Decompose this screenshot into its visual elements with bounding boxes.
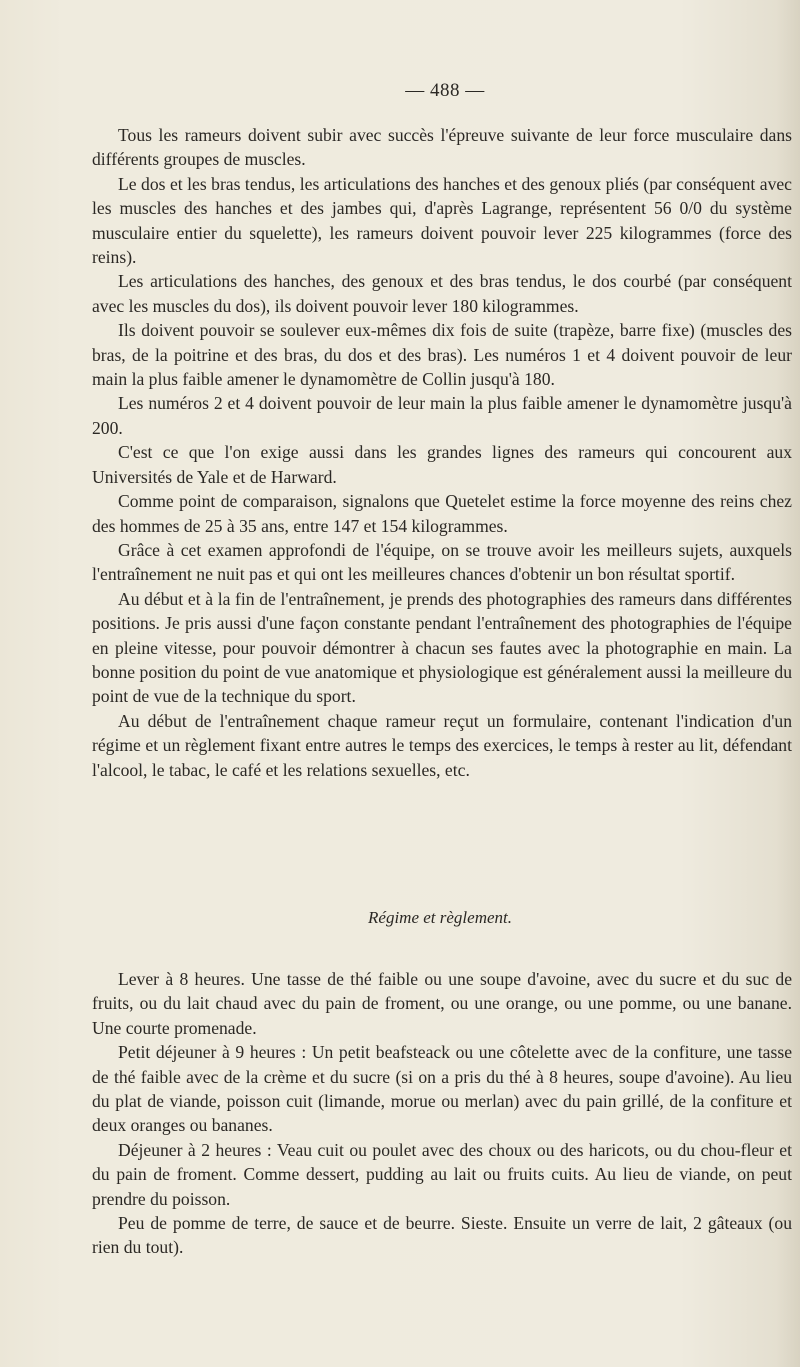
paragraph: Le dos et les bras tendus, les articulations des hanches et des genoux pliés (par conséquent avec les muscles des hanches et des jambes qui, d'après Lagrange, représentent 56 0/0 du système musculaire entier du squelette), les rameurs doivent pouvoir lever 225 kilogrammes (force des reins). [92, 173, 792, 268]
page-number: — 488 — [405, 80, 485, 101]
paragraph: Lever à 8 heures. Une tasse de thé faible ou une soupe d'avoine, avec du sucre et du suc de fruits, ou du lait chaud avec du pain de froment, ou une orange, ou une pomme, ou une banane. Une courte promenade. [92, 969, 792, 1038]
paragraph: Peu de pomme de terre, de sauce et de beurre. Sieste. Ensuite un verre de lait, 2 gâteaux (ou rien du tout). [92, 1213, 792, 1258]
paragraph: Déjeuner à 2 heures : Veau cuit ou poulet avec des choux ou des haricots, ou du chou-fleur et du pain de froment. Comme dessert, pudding au lait ou fruits cuits. Au lieu de viande, on peut prendre du poisson. [92, 1139, 792, 1209]
paragraph: Au début de l'entraînement chaque rameur reçut un formulaire, contenant l'indication d'un régime et un règlement fixant entre autres le temps des exercices, le temps à rester au lit, défendant l'alcool, le tabac, le café et les relations sexuelles, etc. [92, 710, 792, 780]
paragraph: Tous les rameurs doivent subir avec succès l'épreuve suivante de leur force musculaire dans différents groupes de muscles. [92, 125, 792, 170]
paragraph: Les numéros 2 et 4 doivent pouvoir de leur main la plus faible amener le dynamomètre jusqu'à 200. [92, 393, 792, 438]
paragraph: Petit déjeuner à 9 heures : Un petit beafsteack ou une côtelette avec de la confiture, une tasse de thé faible avec de la crème et du sucre (si on a pris du thé à 8 heures, soupe d'avoine). Au lieu du plat de viande, poisson cuit (limande, morue ou merlan) avec du pain grillé, de la confiture et deux oranges ou bananes. [92, 1042, 792, 1136]
paragraph: Les articulations des hanches, des genoux et des bras tendus, le dos courbé (par conséquent avec les muscles du dos), ils doivent pouvoir lever 180 kilogrammes. [92, 271, 792, 316]
paragraph: Comme point de comparaison, signalons que Quetelet estime la force moyenne des reins chez des hommes de 25 à 35 ans, entre 147 et 154 kilogrammes. [92, 491, 792, 536]
paragraph: C'est ce que l'on exige aussi dans les grandes lignes des rameurs qui concourent aux Universités de Yale et de Harward. [92, 442, 792, 487]
body-text-lower [92, 967, 792, 1260]
paragraph: Ils doivent pouvoir se soulever eux-mêmes dix fois de suite (trapèze, barre fixe) (muscles des bras, de la poitrine et des bras, du dos et des bras). Les numéros 1 et 4 doivent pouvoir de leur main la plus faible amener le dynamomètre de Collin jusqu'à 180. [92, 320, 792, 390]
paragraph: Grâce à cet examen approfondi de l'équipe, on se trouve avoir les meilleurs sujets, auxquels l'entraînement ne nuit pas et qui ont les meilleures chances d'obtenir un bon résultat sportif. [92, 539, 792, 585]
paragraph: Au début et à la fin de l'entraînement, je prends des photographies des rameurs dans différentes positions. Je pris aussi d'une façon constante pendant l'entraînement des photographies de l'équipe en pleine vitesse, pour pouvoir démontrer à chacun ses fautes avec la photographie en main. La bonne position du point de vue anatomique et physiologique est généralement aussi la meilleure du point de vue de la technique du sport. [92, 588, 792, 707]
body-text-upper [92, 123, 792, 782]
section-title: Régime et règlement. [368, 908, 512, 927]
